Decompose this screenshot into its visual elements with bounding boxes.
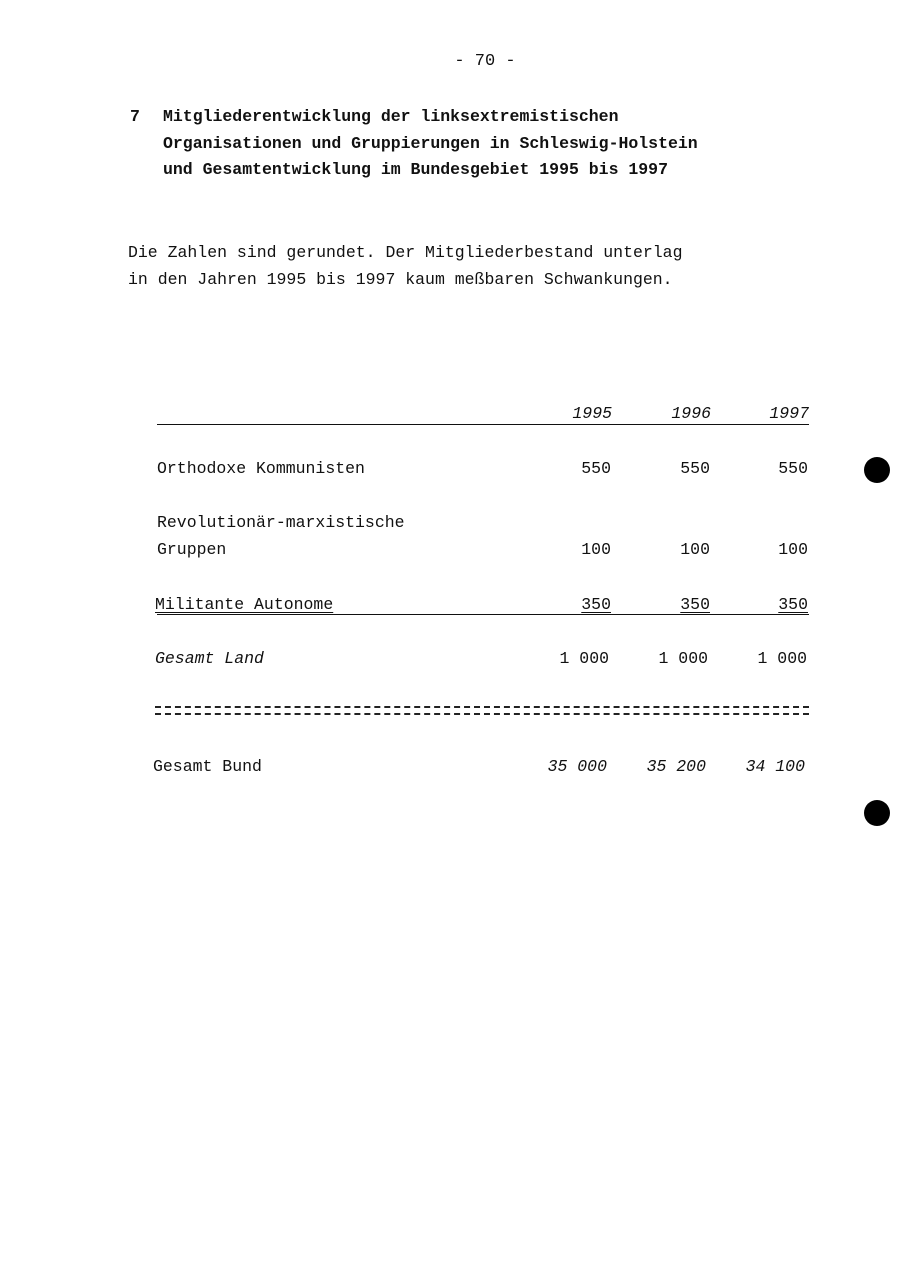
year-header-1997: 1997	[769, 404, 809, 423]
total-value: 35 000	[547, 757, 607, 776]
page-number: - 70 -	[454, 52, 516, 71]
row-value: 100	[778, 540, 808, 559]
row-value: 1 000	[559, 649, 609, 668]
punch-hole	[864, 800, 890, 826]
row-label: Militante Autonome	[155, 595, 334, 614]
total-label: Gesamt Bund	[153, 757, 262, 776]
section-title-line: und Gesamtentwicklung im Bundesgebiet 1995 bis 1997	[163, 160, 668, 179]
punch-hole	[864, 457, 890, 483]
section-number: 7	[130, 107, 140, 126]
row-label: Gesamt Land	[155, 649, 264, 668]
year-header-1995: 1995	[572, 404, 612, 423]
double-rule	[155, 706, 809, 715]
row-value: 100	[680, 540, 710, 559]
total-value: 34 100	[745, 757, 805, 776]
row-value: 350	[680, 595, 710, 614]
row-value: 1 000	[658, 649, 708, 668]
row-value: 550	[778, 459, 808, 478]
year-header-1996: 1996	[671, 404, 711, 423]
intro-line: Die Zahlen sind gerundet. Der Mitgliederbestand unterlag	[128, 243, 683, 262]
row-value: 100	[581, 540, 611, 559]
row-value: 350	[778, 595, 808, 614]
row-value: 350	[581, 595, 611, 614]
total-value: 35 200	[646, 757, 706, 776]
subtotal-rule	[157, 614, 809, 615]
row-value: 550	[581, 459, 611, 478]
row-label: Revolutionär-marxistische	[157, 513, 405, 532]
row-label: Gruppen	[157, 540, 227, 559]
section-title-line: Mitgliederentwicklung der linksextremistischen	[163, 107, 619, 126]
row-value: 550	[680, 459, 710, 478]
intro-line: in den Jahren 1995 bis 1997 kaum meßbaren Schwankungen.	[128, 270, 673, 289]
header-rule	[157, 424, 809, 425]
row-value: 1 000	[757, 649, 807, 668]
row-label: Orthodoxe Kommunisten	[157, 459, 365, 478]
section-title-line: Organisationen und Gruppierungen in Schleswig-Holstein	[163, 133, 698, 153]
